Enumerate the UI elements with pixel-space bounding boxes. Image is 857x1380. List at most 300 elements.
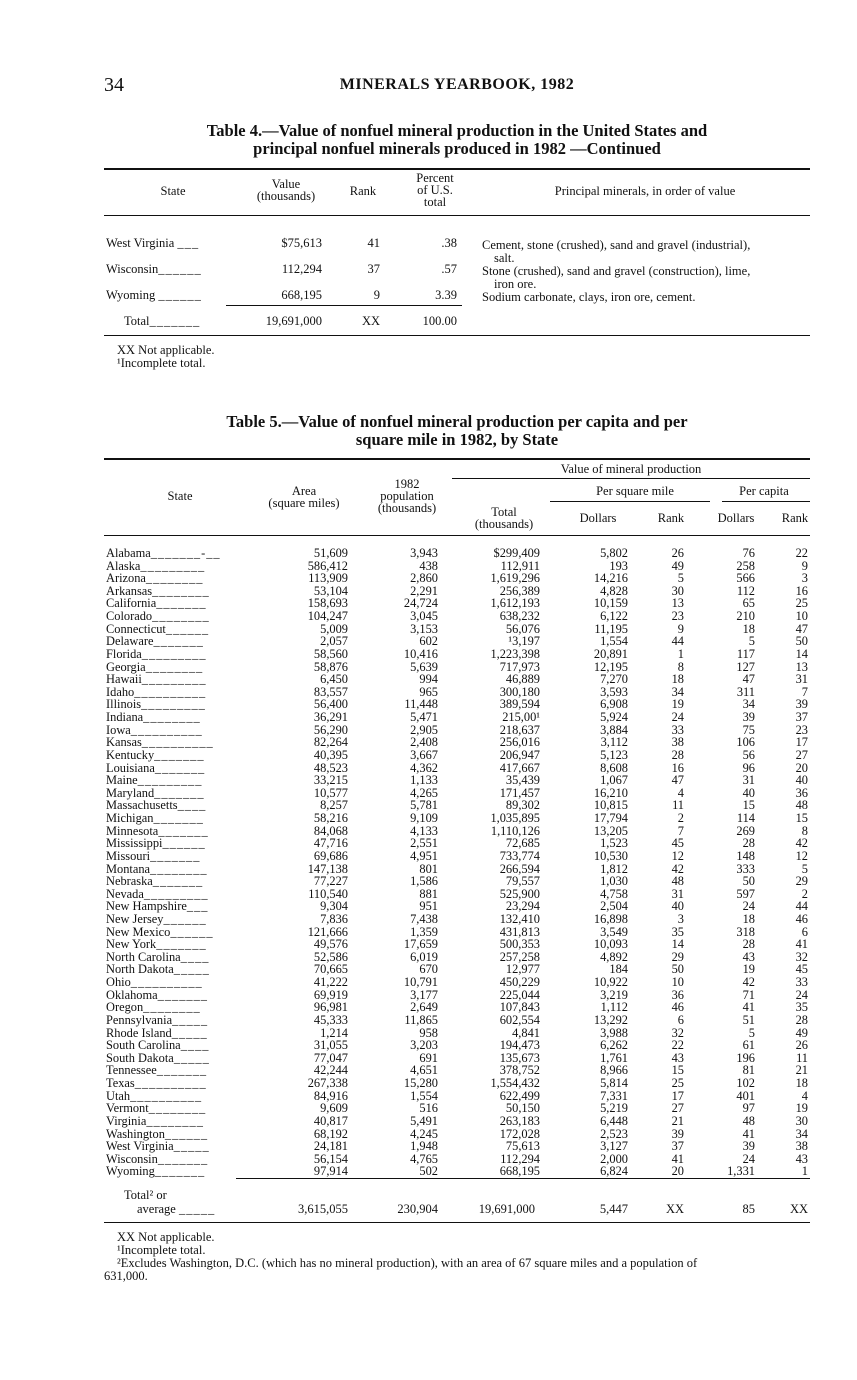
population-cell: 2,408 [410,735,438,750]
table4-header-state: State [160,184,186,198]
value-cell: $75,613 [281,236,322,250]
population-cell: 4,651 [410,1063,438,1078]
dollars-per-capita-cell: 597 [736,886,755,901]
state-name: Vermont________ [106,1101,207,1116]
dollars-per-capita-cell: 65 [742,596,755,611]
total-rank: XX [361,314,380,328]
rank-per-capita-cell: 32 [795,949,808,964]
rank-per-sq-mile-cell: 50 [671,962,684,977]
population-cell: 5,471 [410,710,438,725]
table5-header-per-capita: Per capita [739,484,789,498]
dollars-per-sq-mile-cell: 3,219 [600,987,628,1002]
rank-per-capita-cell: 48 [795,798,808,813]
area-cell: 586,412 [307,558,348,573]
state-name: New Mexico______ [106,924,214,939]
dollars-per-capita-cell: 28 [742,836,755,851]
dollars-per-sq-mile-cell: 10,093 [593,937,628,952]
state-name: Ohio__________ [106,975,203,990]
rank-per-capita-cell: 4 [801,1088,808,1103]
rank-per-capita-cell: 12 [795,848,808,863]
total-dollars-per-capita: 85 [742,1202,755,1216]
dollars-per-capita-cell: 28 [742,937,755,952]
dollars-per-capita-cell: 56 [742,747,755,762]
dollars-per-capita-cell: 24 [742,899,755,914]
value-cell: 23,294 [505,899,540,914]
state-name: Indiana________ [106,710,201,725]
population-cell: 2,551 [410,836,438,851]
rank-per-capita-cell: 18 [795,1076,808,1091]
dollars-per-capita-cell: 41 [742,1126,755,1141]
rank-per-sq-mile-cell: 49 [671,558,684,573]
dollars-per-capita-cell: 39 [742,710,755,725]
rank-per-sq-mile-cell: 14 [671,937,684,952]
dollars-per-sq-mile-cell: 7,270 [600,672,628,687]
dollars-per-sq-mile-cell: 12,195 [593,659,628,674]
population-cell: 4,951 [410,848,438,863]
state-name: Pennsylvania_____ [106,1012,209,1027]
state-name: Mississippi______ [106,836,206,851]
dollars-per-capita-cell: 51 [742,1012,755,1027]
area-cell: 24,181 [313,1139,348,1154]
value-cell: 194,473 [499,1038,540,1053]
area-cell: 158,693 [307,596,348,611]
dollars-per-capita-cell: 311 [736,684,755,699]
dollars-per-capita-cell: 117 [736,646,755,661]
minerals-cell-cont: iron ore. [494,277,537,291]
dollars-per-capita-cell: 31 [742,773,755,788]
table5-title-line1: Table 5.—Value of nonfuel mineral production per capita and per [226,412,688,431]
value-cell: 257,258 [499,949,540,964]
population-cell: 10,791 [403,975,438,990]
dollars-per-capita-cell: 19 [742,962,755,977]
state-name: Arkansas________ [106,583,210,598]
rank-per-sq-mile-cell: 29 [671,949,684,964]
population-cell: 1,554 [410,1088,438,1103]
rank-per-capita-cell: 22 [795,546,808,560]
population-cell: 17,659 [403,937,438,952]
area-cell: 77,047 [313,1050,348,1065]
rank-per-sq-mile-cell: 7 [677,823,684,838]
rank-per-sq-mile-cell: 41 [671,1151,684,1166]
rank-per-sq-mile-cell: 8 [677,659,684,674]
rank-per-capita-cell: 9 [801,558,808,573]
value-cell: 263,183 [499,1113,540,1128]
dollars-per-sq-mile-cell: 193 [609,558,628,573]
footnote: ¹Incomplete total. [117,356,206,370]
rank-per-sq-mile-cell: 3 [677,911,684,926]
area-cell: 58,560 [313,646,348,661]
value-cell: 50,150 [505,1101,540,1116]
population-cell: 4,765 [410,1151,438,1166]
value-cell: 75,613 [505,1139,540,1154]
population-cell: 10,416 [403,646,438,661]
dollars-per-sq-mile-cell: 6,122 [600,609,628,624]
population-cell: 3,153 [410,621,438,636]
total-value: 19,691,000 [478,1202,535,1216]
dollars-per-capita-cell: 269 [736,823,755,838]
state-name: Texas__________ [106,1076,207,1091]
state-name: New Jersey______ [106,911,207,926]
dollars-per-capita-cell: 196 [736,1050,755,1065]
total-label-line2: average _____ [137,1202,216,1216]
table5-group-rule [452,478,810,479]
state-name: Louisiana_______ [106,760,206,775]
dollars-per-sq-mile-cell: 1,112 [600,1000,628,1015]
value-cell: 266,594 [499,861,540,876]
value-cell: 4,841 [512,1025,540,1040]
area-cell: 41,222 [313,975,348,990]
minerals-cell: Stone (crushed), sand and gravel (construction), lime, [482,264,751,278]
state-name: Hawaii_________ [106,672,207,687]
rank-per-sq-mile-cell: 27 [671,1101,684,1116]
footnote: XX Not applicable. [117,1230,215,1244]
dollars-per-capita-cell: 50 [742,874,755,889]
area-cell: 51,609 [313,546,348,560]
state-name: Wisconsin______ [106,262,202,276]
rank-per-capita-cell: 35 [795,1000,808,1015]
value-cell: 638,232 [499,609,540,624]
value-cell: 46,889 [505,672,540,687]
area-cell: 97,914 [313,1164,348,1179]
area-cell: 69,686 [313,848,348,863]
population-cell: 1,948 [410,1139,438,1154]
population-cell: 951 [419,899,438,914]
rank-per-sq-mile-cell: 46 [671,1000,684,1015]
running-title: MINERALS YEARBOOK, 1982 [339,76,575,93]
value-cell: 300,180 [499,684,540,699]
dollars-per-capita-cell: 42 [742,975,755,990]
rank-per-capita-cell: 28 [795,1012,808,1027]
table5-header-area: Area (square miles) [268,484,340,510]
value-cell: 717,973 [499,659,540,674]
dollars-per-sq-mile-cell: 4,892 [600,949,628,964]
area-cell: 31,055 [313,1038,348,1053]
state-name: Tennessee_______ [106,1063,208,1078]
rank-per-capita-cell: 42 [795,836,808,851]
area-cell: 52,586 [313,949,348,964]
dollars-per-sq-mile-cell: 2,000 [600,1151,628,1166]
area-cell: 10,577 [313,785,348,800]
rank-per-capita-cell: 10 [795,609,808,624]
state-name: Alaska_________ [106,558,206,573]
dollars-per-sq-mile-cell: 17,794 [593,811,628,826]
value-cell: 56,076 [505,621,540,636]
area-cell: 2,057 [320,634,348,649]
state-name: Montana________ [106,861,208,876]
population-cell: 4,265 [410,785,438,800]
dollars-per-capita-cell: 43 [742,949,755,964]
area-cell: 6,450 [320,672,348,687]
rank-per-capita-cell: 2 [801,886,808,901]
dollars-per-capita-cell: 333 [736,861,755,876]
area-cell: 84,916 [313,1088,348,1103]
state-name: Rhode Island_____ [106,1025,208,1040]
rank-per-capita-cell: 8 [801,823,808,838]
table4-header-rule [104,215,810,216]
footnote: ¹Incomplete total. [117,1243,206,1257]
dollars-per-capita-cell: 48 [742,1113,755,1128]
value-cell: 135,673 [499,1050,540,1065]
rank-per-capita-cell: 26 [795,1038,808,1053]
percent-cell: .38 [441,236,457,250]
population-cell: 438 [419,558,438,573]
dollars-per-capita-cell: 97 [742,1101,755,1116]
area-cell: 104,247 [307,609,348,624]
area-cell: 56,290 [313,722,348,737]
rank-per-sq-mile-cell: 35 [671,924,684,939]
rank-per-capita-cell: 27 [795,747,808,762]
population-cell: 2,649 [410,1000,438,1015]
table4-bottom-rule [104,335,810,336]
area-cell: 8,257 [320,798,348,813]
population-cell: 15,280 [403,1076,438,1091]
dollars-per-sq-mile-cell: 5,924 [600,710,628,725]
dollars-per-sq-mile-cell: 6,262 [600,1038,628,1053]
population-cell: 3,667 [410,747,438,762]
table5-sub-rule-2 [722,501,810,502]
dollars-per-sq-mile-cell: 1,067 [600,773,628,788]
dollars-per-capita-cell: 96 [742,760,755,775]
dollars-per-capita-cell: 61 [742,1038,755,1053]
rank-per-sq-mile-cell: 37 [671,1139,684,1154]
table5-notes [117,1231,697,1270]
dollars-per-sq-mile-cell: 10,530 [593,848,628,863]
population-cell: 994 [419,672,438,687]
area-cell: 47,716 [313,836,348,851]
rank-per-sq-mile-cell: 10 [671,975,684,990]
area-cell: 36,291 [313,710,348,725]
area-cell: 96,981 [313,1000,348,1015]
state-name: Massachusetts____ [106,798,207,813]
rank-per-capita-cell: 19 [795,1101,808,1116]
table4-header-value: Value (thousands) [256,177,316,203]
value-cell: 1,035,895 [490,811,540,826]
table5-notes-cont [104,1270,148,1283]
dollars-per-capita-cell: 112 [736,583,755,598]
area-cell: 49,576 [313,937,348,952]
total-population: 230,904 [397,1202,438,1216]
rank-per-capita-cell: 17 [795,735,808,750]
rank-per-sq-mile-cell: 42 [671,861,684,876]
rank-per-capita-cell: 38 [795,1139,808,1154]
dollars-per-sq-mile-cell: 8,608 [600,760,628,775]
rank-per-sq-mile-cell: 1 [677,646,684,661]
population-cell: 2,905 [410,722,438,737]
population-cell: 691 [419,1050,438,1065]
dollars-per-capita-cell: 566 [736,571,755,586]
rank-per-capita-cell: 13 [795,659,808,674]
rank-per-capita-cell: 50 [795,634,808,649]
rank-per-capita-cell: 31 [795,672,808,687]
population-cell: 958 [419,1025,438,1040]
dollars-per-capita-cell: 81 [742,1063,755,1078]
dollars-per-sq-mile-cell: 5,123 [600,747,628,762]
value-cell: 112,294 [500,1151,540,1166]
dollars-per-capita-cell: 39 [742,1139,755,1154]
dollars-per-sq-mile-cell: 1,030 [600,874,628,889]
dollars-per-capita-cell: 47 [742,672,755,687]
area-cell: 70,665 [313,962,348,977]
dollars-per-capita-cell: 401 [736,1088,755,1103]
table5-header-state: State [167,489,193,503]
value-cell: 256,016 [499,735,540,750]
dollars-per-sq-mile-cell: 1,554 [600,634,628,649]
rank-per-sq-mile-cell: 45 [671,836,684,851]
population-cell: 4,245 [410,1126,438,1141]
state-name: Wyoming ______ [106,288,202,302]
value-cell: 733,774 [499,848,540,863]
dollars-per-capita-cell: 15 [742,798,755,813]
population-cell: 24,724 [403,596,438,611]
rank-per-sq-mile-cell: 44 [671,634,684,649]
table5-title-line2: square mile in 1982, by State [355,430,559,449]
dollars-per-sq-mile-cell: 11,195 [594,621,628,636]
rank-per-capita-cell: 21 [795,1063,808,1078]
rank-per-capita-cell: 44 [795,899,808,914]
dollars-per-capita-cell: 34 [742,697,755,712]
state-name: Minnesota_______ [106,823,209,838]
rank-per-sq-mile-cell: 17 [671,1088,684,1103]
table5-header-total: Total (thousands) [474,505,534,531]
table5-title [104,413,810,449]
state-name: West Virginia_____ [106,1139,210,1154]
value-cell: 215,00¹ [502,710,540,725]
rank-per-capita-cell: 45 [795,962,808,977]
value-cell: 107,843 [499,1000,540,1015]
rank-per-sq-mile-cell: 32 [671,1025,684,1040]
state-name: California_______ [106,596,207,611]
value-cell: 72,685 [505,836,540,851]
value-cell: 89,302 [505,798,540,813]
page-number: 34 [104,74,124,96]
rank-per-capita-cell: 37 [795,710,808,725]
dollars-per-sq-mile-cell: 13,205 [593,823,628,838]
rank-cell: 37 [367,262,380,276]
table4-subtotal-rule [226,305,462,306]
state-name: Iowa__________ [106,722,203,737]
rank-per-sq-mile-cell: 25 [671,1076,684,1091]
area-cell: 9,304 [320,899,348,914]
dollars-per-sq-mile-cell: 10,815 [593,798,628,813]
dollars-per-capita-cell: 24 [742,1151,755,1166]
minerals-cell: Cement, stone (crushed), sand and gravel (industrial), [482,238,751,252]
rank-per-capita-cell: 29 [795,874,808,889]
table5-header-rule [104,535,810,536]
value-cell: 602,554 [499,1012,540,1027]
rank-per-sq-mile-cell: 11 [672,798,684,813]
population-cell: 602 [419,634,438,649]
table5-header-value-group: Value of mineral production [560,462,702,476]
minerals-cell-cont: salt. [494,251,515,265]
dollars-per-capita-cell: 71 [742,987,755,1002]
dollars-per-sq-mile-cell: 7,331 [600,1088,628,1103]
rank-per-sq-mile-cell: 19 [671,697,684,712]
value-cell: 668,195 [281,288,322,302]
table4-title [104,122,810,158]
rank-per-capita-cell: 11 [796,1050,808,1065]
state-name: Idaho__________ [106,684,207,699]
state-name: New York_______ [106,937,207,952]
table5-header-per-sq-mile: Per square mile [596,484,674,498]
dollars-per-sq-mile-cell: 184 [609,962,628,977]
rank-per-capita-cell: 16 [795,583,808,598]
area-cell: 9,609 [320,1101,348,1116]
rank-per-capita-cell: 41 [795,937,808,952]
table4-header-minerals: Principal minerals, in order of value [554,184,736,198]
dollars-per-capita-cell: 318 [736,924,755,939]
state-name: Oklahoma_______ [106,987,208,1002]
dollars-per-capita-cell: 102 [736,1076,755,1091]
population-cell: 5,781 [410,798,438,813]
value-cell: 112,911 [500,558,540,573]
area-cell: 83,557 [313,684,348,699]
rank-per-sq-mile-cell: 6 [677,1012,684,1027]
running-head [104,74,810,98]
table5-header-rank-2: Rank [781,511,809,525]
value-cell: 112,294 [281,262,322,276]
value-cell: 450,229 [499,975,540,990]
total-percent: 100.00 [422,314,457,328]
dollars-per-sq-mile-cell: 10,922 [593,975,628,990]
rank-per-sq-mile-cell: 5 [677,571,684,586]
dollars-per-sq-mile-cell: 6,908 [600,697,628,712]
dollars-per-sq-mile-cell: 16,210 [593,785,628,800]
dollars-per-sq-mile-cell: 3,988 [600,1025,628,1040]
dollars-per-sq-mile-cell: 3,884 [600,722,628,737]
percent-cell: .57 [441,262,457,276]
state-name: Kansas__________ [106,735,214,750]
value-cell: 218,637 [499,722,540,737]
dollars-per-capita-cell: 114 [736,811,755,826]
dollars-per-capita-cell: 106 [736,735,755,750]
rank-per-sq-mile-cell: 39 [671,1126,684,1141]
area-cell: 58,216 [313,811,348,826]
state-name: West Virginia ___ [106,236,200,250]
value-cell: 525,900 [499,886,540,901]
table4-header-rank: Rank [349,184,377,198]
state-name: Oregon________ [106,1000,201,1015]
footnote: ²Excludes Washington, D.C. (which has no mineral production), with an area of 67 square miles and a population of [117,1256,698,1270]
population-cell: 801 [419,861,438,876]
area-cell: 84,068 [313,823,348,838]
area-cell: 53,104 [313,583,348,598]
rank-per-sq-mile-cell: 12 [671,848,684,863]
dollars-per-sq-mile-cell: 6,824 [600,1164,628,1179]
rank-per-sq-mile-cell: 4 [677,785,684,800]
area-cell: 42,244 [313,1063,348,1078]
value-cell: 12,977 [505,962,540,977]
rank-per-capita-cell: 47 [795,621,808,636]
value-cell: 1,619,296 [490,571,540,586]
dollars-per-capita-cell: 75 [742,722,755,737]
rank-per-capita-cell: 33 [795,975,808,990]
rank-per-capita-cell: 6 [801,924,808,939]
area-cell: 48,523 [313,760,348,775]
area-cell: 56,400 [313,697,348,712]
population-cell: 11,448 [404,697,438,712]
dollars-per-capita-cell: 148 [736,848,755,863]
state-name: South Carolina____ [106,1038,210,1053]
rank-per-sq-mile-cell: 24 [671,710,684,725]
rank-per-capita-cell: 1 [801,1164,808,1179]
table5-sub-rule-1 [550,501,710,502]
dollars-per-sq-mile-cell: 5,219 [600,1101,628,1116]
state-name: Colorado________ [106,609,210,624]
state-name: Maine_________ [106,773,203,788]
rank-per-sq-mile-cell: 36 [671,987,684,1002]
table5-header-rank-1: Rank [657,511,685,525]
dollars-per-sq-mile-cell: 2,523 [600,1126,628,1141]
